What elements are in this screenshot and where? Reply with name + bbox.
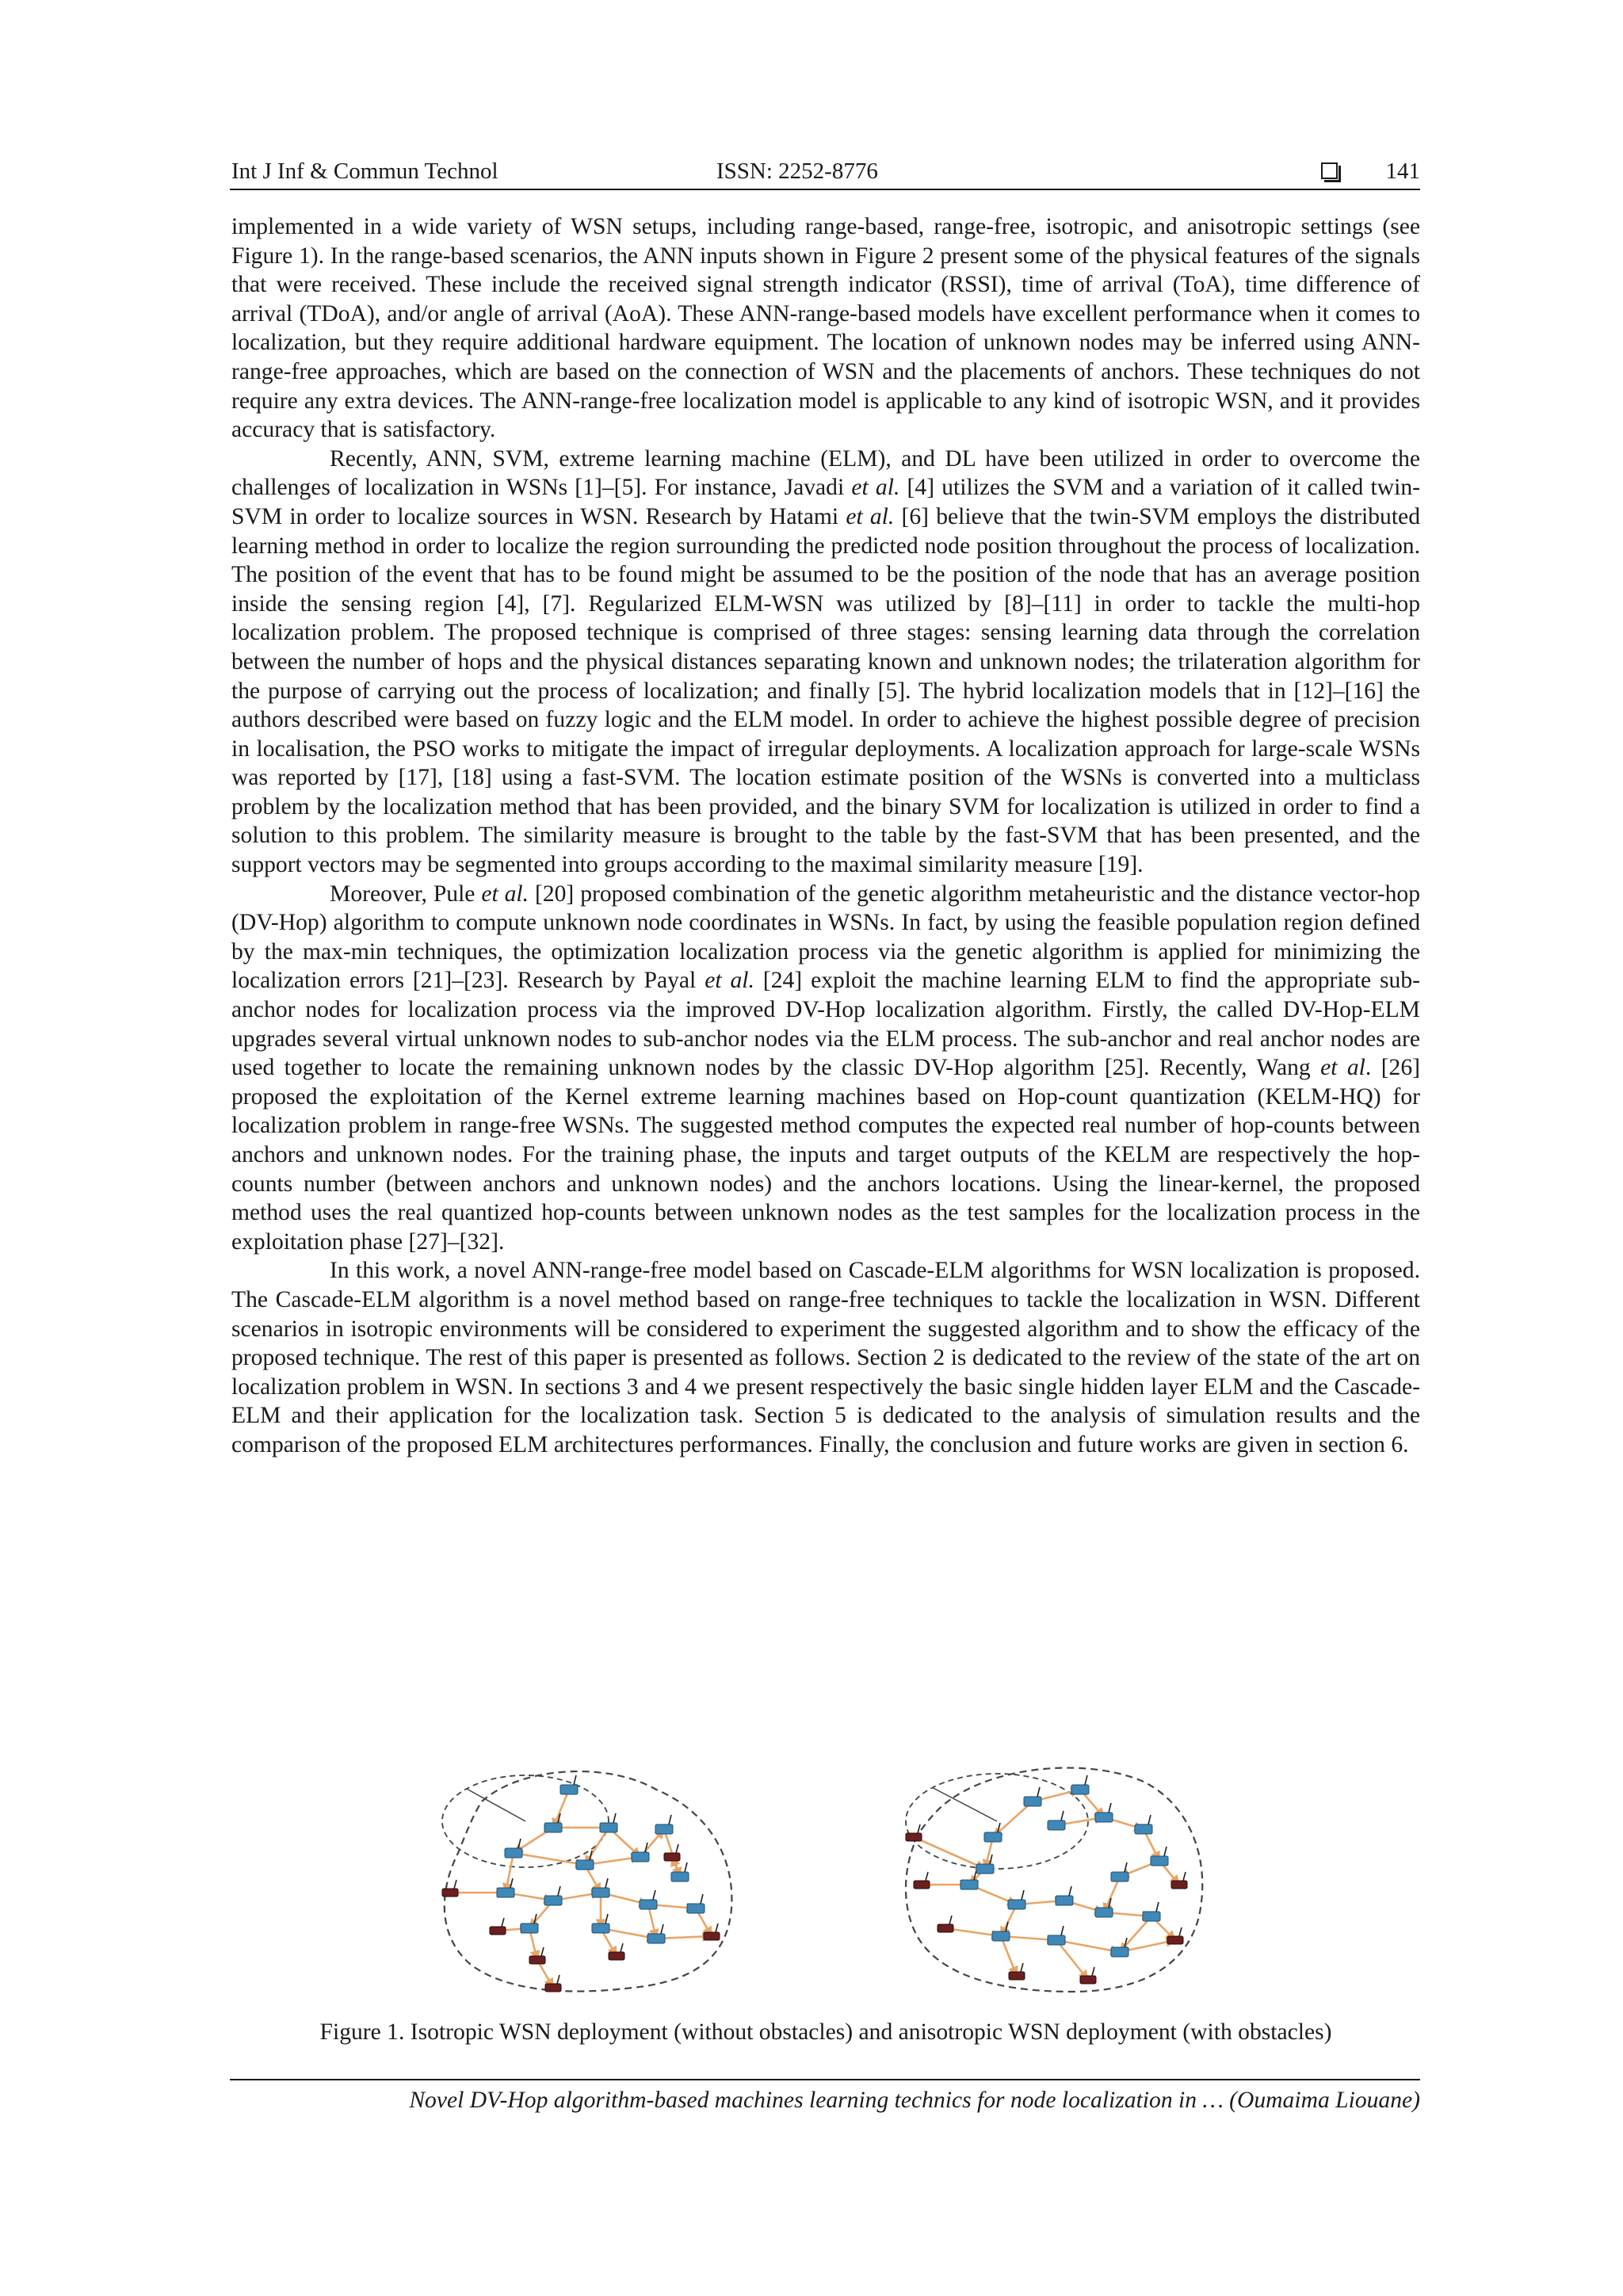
- link-arrow: [514, 1853, 585, 1865]
- anchor-antenna: [541, 1947, 544, 1956]
- sensor-node-icon: [992, 1931, 1010, 1941]
- footer-rule: [230, 2079, 1420, 2080]
- node-antenna: [605, 1914, 608, 1924]
- anchor-node-icon: [906, 1833, 922, 1841]
- isotropic-network: [442, 1771, 731, 1992]
- text-run: In this work, a novel ANN-range-free model based on Cascade-ELM algorithms for WSN localization is proposed. The Cascade-ELM algorithm is a novel method based on range-free techniques to tackle the localization in WSN. Different scenarios in isotropic environments will be considered to experiment the suggested algorithm and to show the efficacy of the proposed technique. The rest of this paper is presented as follows. Section 2 is dedicated to the review of the state of the art on localization problem in WSN. In sections 3 and 4 we present respectively the basic single hidden layer ELM and the Cascade-ELM and their application for the localization task. Section 5 is dedicated to the analysis of simulation results and the comparison of the proposed ELM architectures performances. Finally, the conclusion and future works are given in section 6.: [231, 1258, 1420, 1457]
- link-arrow: [506, 1853, 514, 1893]
- sensor-node-icon: [544, 1823, 562, 1832]
- figure-caption: Figure 1. Isotropic WSN deployment (without obstacles) and anisotropic WSN deployment (with obstacles): [319, 2019, 1332, 2045]
- anchor-node-icon: [938, 1924, 953, 1932]
- paragraph: [231, 880, 1420, 1257]
- sensor-node-icon: [687, 1904, 705, 1913]
- node-antenna: [990, 1855, 992, 1864]
- link-arrow: [993, 1801, 1033, 1837]
- node-antenna: [1164, 1847, 1167, 1856]
- text-run: [6] believe that the twin-SVM employs the distributed learning method in order to localize the region surrounding the predicted node position throughout the process of localization. The position of the event that has to be found might be assumed to be the position of the node that has an average position inside the sensing region [4], [7]. Regularized ELM-WSN was utilized by [8]–[11] in order to tackle the multi-hop localization problem. The proposed technique is comprised of three stages: sensing learning data through the correlation between the number of hops and the physical distances separating known and unknown nodes; the trilateration algorithm for the purpose of carrying out the process of localization; and finally [5]. The hybrid localization models that in [12]–[16] the authors described were based on fuzzy logic and the ELM model. In order to achieve the highest possible degree of precision in localisation, the PSO works to mitigate the impact of irregular deployments. A localization approach for large-scale WSNs was reported by [17], [18] using a fast-SVM. The location estimate position of the WSNs is converted into a multiclass problem by the localization method that has been provided, and the binary SVM for localization is utilized in order to find a solution to this problem. The similarity measure is brought to the table by the fast-SVM that has been presented, and the support vectors may be segmented into groups according to the maximal similarity measure [19].: [231, 503, 1420, 878]
- sensor-node-icon: [1111, 1947, 1128, 1957]
- anisotropic-network: [906, 1768, 1202, 1992]
- range-radius: [468, 1789, 526, 1821]
- anchor-node-icon: [914, 1881, 930, 1889]
- node-antenna: [605, 1878, 608, 1888]
- node-antenna: [1037, 1787, 1040, 1797]
- anchor-antenna: [716, 1924, 718, 1932]
- node-antenna: [669, 1815, 671, 1824]
- text-run: [24] exploit the machine learning ELM to find the appropriate sub-anchor nodes for localization process via the improved DV-Hop localization algorithm. Firstly, the called DV-Hop-ELM upgrades several virtual unknown nodes to sub-anchor nodes via the ELM process. The sub-anchor and real anchor nodes are used together to locate the remaining unknown nodes by the classic DV-Hop algorithm [25]. Recently, Wang: [231, 968, 1420, 1081]
- anchor-antenna: [1021, 1963, 1023, 1972]
- paragraph: [231, 1256, 1420, 1459]
- italic-text: et al.: [846, 503, 895, 529]
- sensor-node-icon: [1143, 1912, 1160, 1921]
- sensor-node-icon: [544, 1896, 562, 1905]
- issn: ISSN: 2252-8776: [716, 159, 878, 184]
- body-text: [231, 212, 1420, 1460]
- italic-text: et al.: [481, 881, 529, 907]
- anchor-node-icon: [1167, 1936, 1183, 1944]
- sensor-node-icon: [1048, 1935, 1065, 1945]
- sensor-node-icon: [505, 1848, 522, 1858]
- sensor-node-icon: [671, 1872, 689, 1881]
- figure-1: [434, 1766, 1220, 1996]
- anchor-node-icon: [1009, 1972, 1025, 1980]
- anchor-antenna: [926, 1872, 928, 1881]
- node-antenna: [1148, 1815, 1151, 1824]
- italic-text: et al.: [705, 968, 754, 994]
- sensor-node-icon: [560, 1785, 578, 1794]
- link-arrow: [1104, 1877, 1120, 1912]
- anchor-antenna: [557, 1975, 559, 1984]
- sensor-node-icon: [1056, 1896, 1073, 1905]
- node-antenna: [518, 1839, 521, 1848]
- network-boundary: [906, 1768, 1202, 1992]
- link-arrow: [914, 1837, 985, 1869]
- sensor-node-icon: [655, 1824, 673, 1834]
- node-antenna: [701, 1894, 703, 1904]
- link-arrow: [1001, 1936, 1017, 1976]
- anchor-node-icon: [1080, 1976, 1096, 1984]
- wsn-deployment-illustration: [434, 1766, 1220, 1996]
- sensor-node-icon: [592, 1888, 609, 1897]
- sensor-node-icon: [632, 1852, 649, 1862]
- sensor-node-icon: [576, 1860, 594, 1870]
- text-run: [4] utilizes the SVM and a variation of it called twin-SVM in order to localize sources in WSN. Research by Hatami: [231, 475, 1420, 529]
- node-antenna: [510, 1878, 513, 1888]
- anchor-node-icon: [490, 1927, 506, 1935]
- sensor-node-icon: [1008, 1900, 1025, 1909]
- checkbox-icon: [1321, 162, 1338, 179]
- node-antenna: [1156, 1902, 1159, 1912]
- sensor-node-icon: [497, 1888, 514, 1897]
- node-antenna: [685, 1862, 687, 1872]
- anchor-node-icon: [1171, 1881, 1187, 1889]
- node-antenna: [1109, 1803, 1111, 1813]
- sensor-node-icon: [600, 1823, 617, 1832]
- page-header: [231, 155, 1420, 187]
- link-arrow: [585, 1828, 609, 1865]
- anchor-antenna: [502, 1918, 504, 1927]
- anchor-antenna: [918, 1824, 920, 1833]
- paragraph: [231, 212, 1420, 445]
- sensor-node-icon: [1024, 1797, 1041, 1806]
- node-antenna: [574, 1775, 576, 1785]
- sensor-node-icon: [647, 1934, 665, 1943]
- node-antenna: [613, 1813, 616, 1823]
- text-run: [20] proposed combination of the genetic algorithm metaheuristic and the distance vector-hop (DV-Hop) algorithm to compute unknown node coordinates in WSNs. In fact, by using the feasible population region defined by the max-min techniques, the optimization localization process via the genetic algorithm is applied for minimizing the localization errors [21]–[23]. Research by Payal: [231, 881, 1420, 994]
- link-arrow: [553, 1790, 569, 1828]
- page-footer: Novel DV-Hop algorithm-based machines learning technics for node localization in … (Oumaima Liouane): [409, 2088, 1420, 2113]
- anchor-node-icon: [545, 1984, 561, 1992]
- node-antenna: [661, 1924, 663, 1934]
- sensor-node-icon: [976, 1864, 994, 1874]
- sensor-node-icon: [1095, 1813, 1113, 1822]
- node-antenna: [558, 1886, 560, 1896]
- anchor-node-icon: [442, 1889, 458, 1897]
- sensor-node-icon: [521, 1924, 538, 1933]
- node-antenna: [1061, 1926, 1064, 1935]
- anchor-antenna: [1183, 1872, 1186, 1881]
- page-number: 141: [1385, 159, 1420, 184]
- node-antenna: [1022, 1890, 1024, 1900]
- node-antenna: [1085, 1775, 1087, 1785]
- anchor-antenna: [454, 1880, 456, 1889]
- header-rule: [230, 189, 1420, 190]
- paragraph: [231, 445, 1420, 880]
- sensor-node-icon: [1135, 1824, 1152, 1834]
- range-radius: [934, 1788, 998, 1821]
- sensor-node-icon: [1071, 1785, 1089, 1794]
- sensor-node-icon: [1111, 1872, 1128, 1881]
- sensor-node-icon: [984, 1832, 1002, 1842]
- link-arrow: [1056, 1940, 1120, 1952]
- text-run: implemented in a wide variety of WSN setups, including range-based, range-free, isotropic, and anisotropic settings (see Figure 1). In the range-based scenarios, the ANN inputs shown in Figure 2 present some of the physical features of the signals that were received. These include the received signal strength indicator (RSSI), time of arrival (ToA), time difference of arrival (TDoA), and/or angle of arrival (AoA). These ANN-range-based models have excellent performance when it comes to localization, but they require additional hardware equipment. The location of unknown nodes may be inferred using ANN-range-free approaches, which are based on the connection of WSN and the placements of anchors. These techniques do not require any extra devices. The ANN-range-free localization model is applicable to any kind of isotropic WSN, and it provides accuracy that is satisfactory.: [231, 214, 1420, 443]
- node-antenna: [1125, 1862, 1127, 1872]
- sensor-node-icon: [1151, 1856, 1168, 1866]
- sensor-node-icon: [1095, 1908, 1113, 1917]
- anchor-antenna: [949, 1916, 952, 1924]
- sensor-node-icon: [960, 1880, 978, 1889]
- node-antenna: [1061, 1811, 1064, 1820]
- anchor-antenna: [621, 1943, 623, 1952]
- text-run: Moreover, Pule: [330, 881, 482, 907]
- node-antenna: [653, 1890, 655, 1900]
- journal-name: Int J Inf & Commun Technol: [231, 159, 498, 184]
- network-boundary: [445, 1771, 732, 1992]
- italic-text: et al: [1320, 1055, 1365, 1081]
- anchor-node-icon: [609, 1952, 624, 1960]
- anchor-node-icon: [664, 1853, 680, 1861]
- anchor-antenna: [676, 1844, 678, 1853]
- anchor-antenna: [1179, 1927, 1182, 1936]
- sensor-node-icon: [592, 1924, 609, 1933]
- text-run: Recently, ANN, SVM, extreme learning machine (ELM), and DL have been utilized in order to overcome the challenges of localization in WSNs [1]–[5]. For instance, Javadi: [231, 445, 1420, 501]
- text-run: . [26] proposed the exploitation of the Kernel extreme learning machines based on Hop-count quantization (KELM-HQ) for localization problem in range-free WSNs. The suggested method computes the expected real number of hop-counts between anchors and unknown nodes. For the training phase, the inputs and target outputs of the KELM are respectively the hop-counts number (between anchors and unknown nodes) and the anchors locations. Using the linear-kernel, the proposed method uses the real quantized hop-counts between unknown nodes as the test samples for the localization process in the exploitation phase [27]–[32].: [231, 1055, 1421, 1255]
- node-antenna: [1069, 1886, 1071, 1896]
- anchor-node-icon: [529, 1956, 545, 1964]
- anchor-node-icon: [704, 1932, 720, 1940]
- sensor-node-icon: [1048, 1820, 1065, 1830]
- anchor-antenna: [1092, 1967, 1094, 1976]
- sensor-node-icon: [640, 1900, 657, 1909]
- italic-text: et al.: [851, 475, 900, 501]
